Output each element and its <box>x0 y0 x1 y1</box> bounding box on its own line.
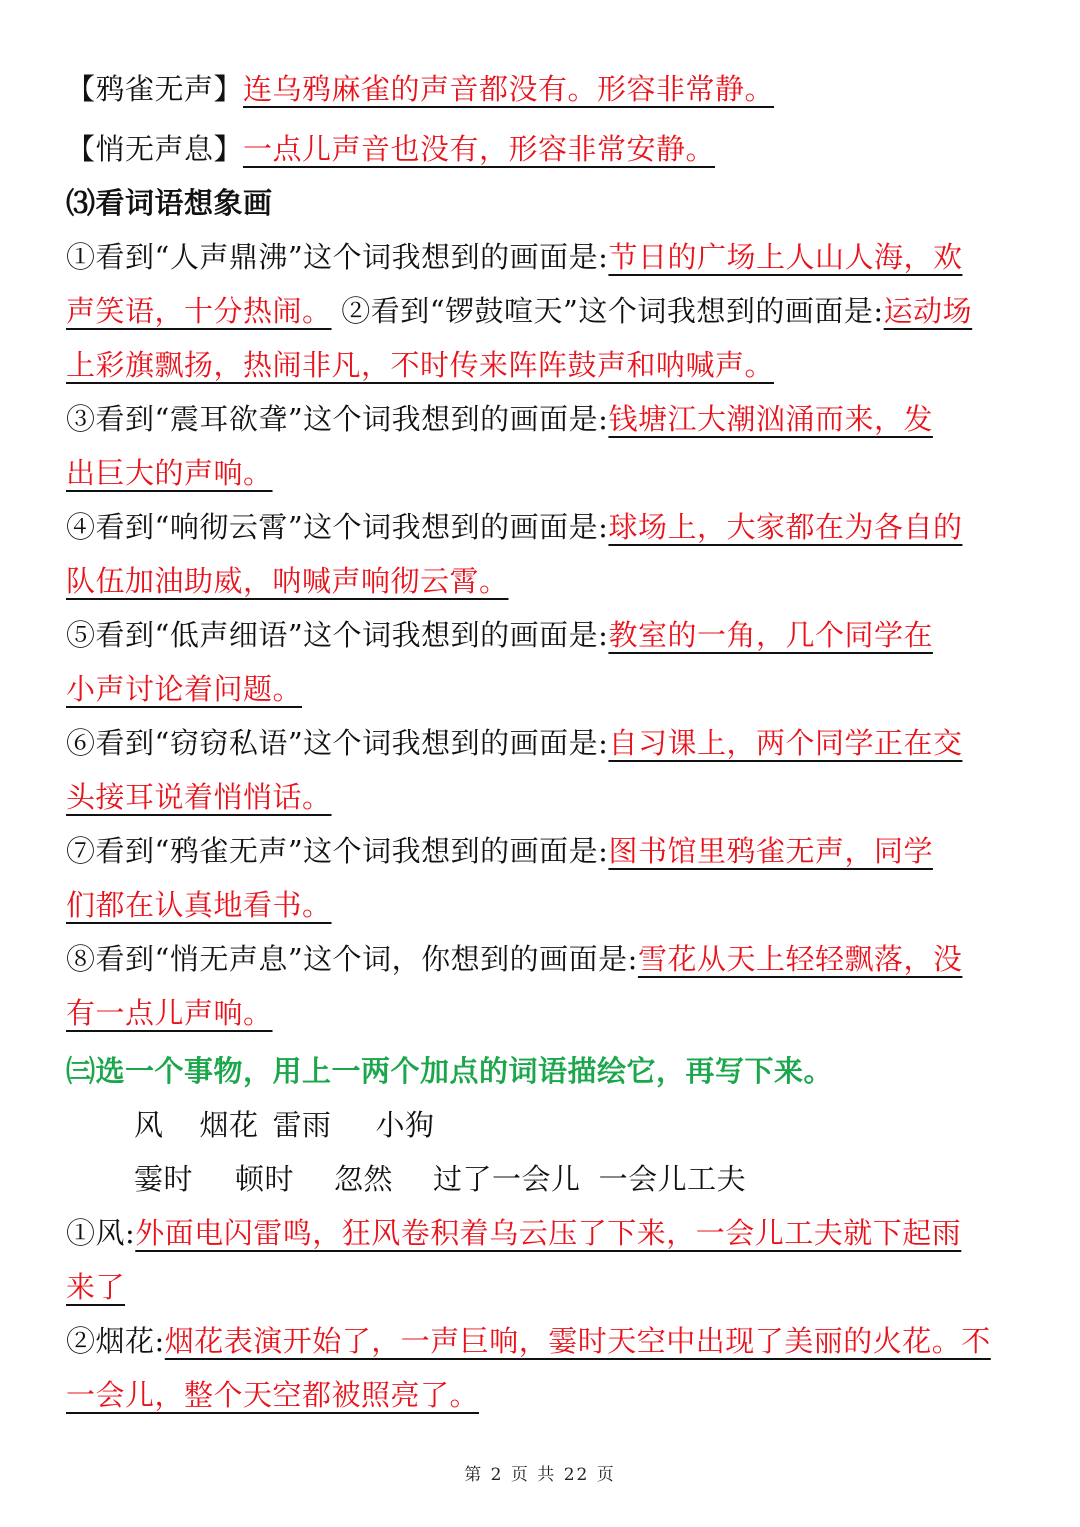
answer-text: 外面电闪雷鸣，狂风卷积着乌云压了下来，一会儿工夫就下起雨 <box>135 1216 962 1250</box>
definition-line <box>66 62 1016 116</box>
answer-line <box>66 1260 1016 1314</box>
dotted-word: 一会儿工夫 <box>598 1162 747 1196</box>
item-answer: 钱塘江大潮汹涌而来，发 <box>608 402 933 436</box>
item-answer: 头接耳说着悄悄话。 <box>66 780 332 814</box>
item-line <box>66 932 1016 986</box>
item-answer: 运动场 <box>883 294 973 328</box>
definition-term: 【鸦雀无声】 <box>66 72 244 106</box>
page-footer: 第 2 页 共 22 页 <box>464 1465 616 1485</box>
item-line <box>66 554 1016 608</box>
answer-line <box>66 1206 1016 1260</box>
item-line <box>66 338 1016 392</box>
answer-prompt: ①风: <box>66 1216 136 1250</box>
dotted-word: 霎时 <box>134 1162 194 1196</box>
item-prompt: ⑧看到“悄无声息”这个词，你想到的画面是: <box>66 942 638 976</box>
thing-word: 烟花 <box>199 1108 259 1142</box>
dotted-word: 忽然 <box>334 1162 394 1196</box>
thing-word: 小狗 <box>375 1108 435 1142</box>
part-heading <box>66 1044 1016 1098</box>
item-prompt: ③看到“震耳欲聋”这个词我想到的画面是: <box>66 402 609 436</box>
item-prompt: ⑤看到“低声细语”这个词我想到的画面是: <box>66 618 609 652</box>
item-answer: 自习课上，两个同学正在交 <box>608 726 963 760</box>
item-answer: 球场上，大家都在为各自的 <box>608 510 963 544</box>
item-answer: 小声讨论着问题。 <box>66 672 303 706</box>
item-answer: 上彩旗飘扬，热闹非凡，不时传来阵阵鼓声和呐喊声。 <box>66 348 775 382</box>
document-page <box>66 62 1016 1422</box>
item-prompt: ⑦看到“鸦雀无声”这个词我想到的画面是: <box>66 834 609 868</box>
definition-answer: 一点儿声音也没有，形容非常安静。 <box>243 132 716 166</box>
item-answer: 有一点儿声响。 <box>66 996 273 1030</box>
item-prompt: ②看到“锣鼓喧天”这个词我想到的画面是: <box>341 294 884 328</box>
item-answer: 图书馆里鸦雀无声，同学 <box>608 834 933 868</box>
item-prompt: ①看到“人声鼎沸”这个词我想到的画面是: <box>66 240 609 274</box>
item-line <box>66 392 1016 446</box>
words-row <box>66 1152 1016 1206</box>
section-heading: ⑶看词语想象画 <box>66 186 273 220</box>
dotted-word: 过了一会儿 <box>433 1162 581 1196</box>
thing-word: 雷雨 <box>272 1108 332 1142</box>
answer-text: 来了 <box>66 1270 126 1304</box>
item-answer: 出巨大的声响。 <box>66 456 273 490</box>
item-line <box>66 824 1016 878</box>
part-title: ㈢选一个事物，用上一两个加点的词语描绘它，再写下来。 <box>66 1054 834 1088</box>
dotted-word: 顿时 <box>235 1162 295 1196</box>
item-line <box>66 230 1016 284</box>
definition-answer: 连乌鸦麻雀的声音都没有。形容非常静。 <box>243 72 775 106</box>
item-line <box>66 878 1016 932</box>
item-line <box>66 662 1016 716</box>
item-line <box>66 770 1016 824</box>
item-line <box>66 608 1016 662</box>
item-line <box>66 716 1016 770</box>
answer-line <box>66 1314 1016 1368</box>
definition-term: 【悄无声息】 <box>66 132 244 166</box>
things-row <box>66 1098 1016 1152</box>
answer-prompt: ②烟花: <box>66 1324 165 1358</box>
item-answer: 队伍加油助威，呐喊声响彻云霄。 <box>66 564 509 598</box>
item-answer: 们都在认真地看书。 <box>66 888 332 922</box>
item-answer: 雪花从天上轻轻飘落，没 <box>637 942 963 976</box>
item-answer: 节日的广场上人山人海，欢 <box>608 240 963 274</box>
answer-text: 烟花表演开始了，一声巨响，霎时天空中出现了美丽的火花。不 <box>164 1324 991 1358</box>
item-line <box>66 500 1016 554</box>
item-line <box>66 284 1016 338</box>
answer-text: 一会儿，整个天空都被照亮了。 <box>66 1378 480 1412</box>
answer-line <box>66 1368 1016 1422</box>
item-line <box>66 446 1016 500</box>
item-line <box>66 986 1016 1040</box>
definition-line <box>66 122 1016 176</box>
item-answer: 声笑语，十分热闹。 <box>66 294 332 328</box>
thing-word: 风 <box>134 1108 164 1142</box>
item-answer: 教室的一角，几个同学在 <box>608 618 933 652</box>
item-prompt: ④看到“响彻云霄”这个词我想到的画面是: <box>66 510 609 544</box>
item-prompt: ⑥看到“窃窃私语”这个词我想到的画面是: <box>66 726 609 760</box>
